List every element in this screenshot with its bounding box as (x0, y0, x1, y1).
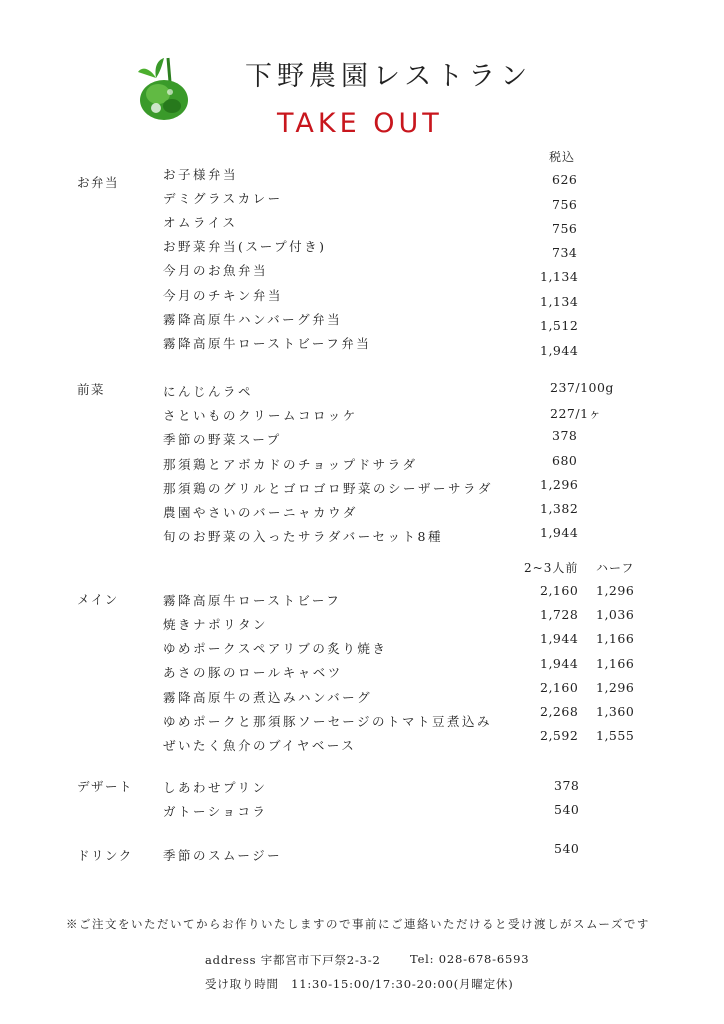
menu-item: 今月のチキン弁当 (163, 288, 283, 303)
menu-price: 756 (552, 197, 578, 212)
menu-item: 季節の野菜スープ (163, 432, 282, 447)
menu-price: 540 (554, 841, 580, 856)
menu-price: 540 (554, 802, 580, 817)
menu-price-half: 1,296 (596, 583, 635, 598)
menu-item: 霧降高原牛ローストビーフ (163, 593, 342, 608)
menu-price: 1,134 (540, 269, 579, 284)
menu-item: 霧降高原牛ローストビーフ弁当 (163, 336, 372, 351)
menu-item: ガトーショコラ (163, 804, 268, 819)
menu-price-full: 1,944 (540, 656, 579, 671)
menu-price: 1,944 (540, 525, 579, 540)
menu-price-half: 1,166 (596, 631, 635, 646)
menu-price-full: 2,592 (540, 728, 579, 743)
category-drink: ドリンク (77, 848, 133, 863)
telephone: Tel: 028-678-6593 (410, 952, 530, 966)
menu-price-full: 2,160 (540, 680, 579, 695)
menu-item: 焼きナポリタン (163, 617, 269, 632)
menu-item: あさの豚のロールキャベツ (163, 665, 343, 680)
menu-price-half: 1,166 (596, 656, 635, 671)
menu-item: お子様弁当 (163, 167, 239, 182)
menu-price-full: 2,160 (540, 583, 579, 598)
category-dessert: デザート (77, 779, 134, 794)
restaurant-logo (132, 52, 194, 124)
take-out-heading: TAKE OUT (277, 108, 443, 139)
menu-price-half: 1,555 (596, 728, 635, 743)
tax-included-label: 税込 (549, 150, 576, 164)
address: address 宇都宮市下戸祭2-3-2 (205, 953, 381, 967)
menu-price: 378 (554, 778, 580, 793)
main-full-col-header: 2~3人前 (524, 561, 579, 575)
menu-item: にんじんラペ (163, 384, 254, 399)
menu-item: お野菜弁当(スープ付き) (163, 239, 327, 254)
menu-price: 227/1ヶ (550, 406, 602, 421)
main-half-col-header: ハーフ (596, 561, 635, 575)
order-note: ※ご注文をいただいてからお作りいたしますので事前にご連絡いただけると受け渡しがスムーズです (66, 917, 650, 931)
menu-price-full: 1,728 (540, 607, 579, 622)
menu-item: 農園やさいのバーニャカウダ (163, 505, 358, 520)
category-zensai: 前菜 (77, 382, 106, 397)
menu-price: 1,512 (540, 318, 579, 333)
menu-price: 1,296 (540, 477, 579, 492)
menu-price: 378 (552, 428, 578, 443)
page-title: 下野農園レストラン (245, 61, 533, 92)
menu-price: 1,944 (540, 343, 579, 358)
menu-price: 1,382 (540, 501, 579, 516)
menu-price: 680 (552, 453, 578, 468)
menu-price: 756 (552, 221, 578, 236)
menu-price: 237/100g (550, 380, 614, 395)
menu-price: 626 (552, 172, 578, 187)
menu-price: 1,134 (540, 294, 579, 309)
menu-price: 734 (552, 245, 578, 260)
menu-item: 季節のスムージー (163, 848, 283, 863)
menu-item: しあわせプリン (163, 780, 268, 795)
menu-item: 霧降高原牛ハンバーグ弁当 (163, 312, 343, 327)
menu-item: 那須鶏とアボカドのチョップドサラダ (163, 457, 418, 472)
menu-price-half: 1,036 (596, 607, 635, 622)
menu-item: ゆめポークと那須豚ソーセージのトマト豆煮込み (163, 714, 493, 729)
menu-price-half: 1,360 (596, 704, 635, 719)
menu-price-full: 2,268 (540, 704, 579, 719)
menu-price-full: 1,944 (540, 631, 579, 646)
category-main: メイン (77, 592, 119, 607)
category-bento: お弁当 (77, 175, 120, 190)
menu-item: さといものクリームコロッケ (163, 408, 358, 423)
menu-item: 那須鶏のグリルとゴロゴロ野菜のシーザーサラダ (163, 481, 493, 496)
menu-item: 旬のお野菜の入ったサラダバーセット8種 (163, 529, 443, 544)
menu-item: ゆめポークスペアリブの炙り焼き (163, 641, 388, 656)
menu-price-half: 1,296 (596, 680, 635, 695)
menu-item: オムライス (163, 215, 238, 230)
menu-item: デミグラスカレー (163, 191, 283, 206)
pickup-hours: 受け取り時間 11:30-15:00/17:30-20:00(月曜定休) (205, 977, 514, 991)
menu-item: 霧降高原牛の煮込みハンバーグ (163, 690, 373, 705)
menu-item: 今月のお魚弁当 (163, 263, 269, 278)
menu-item: ぜいたく魚介のブイヤベース (163, 738, 357, 753)
